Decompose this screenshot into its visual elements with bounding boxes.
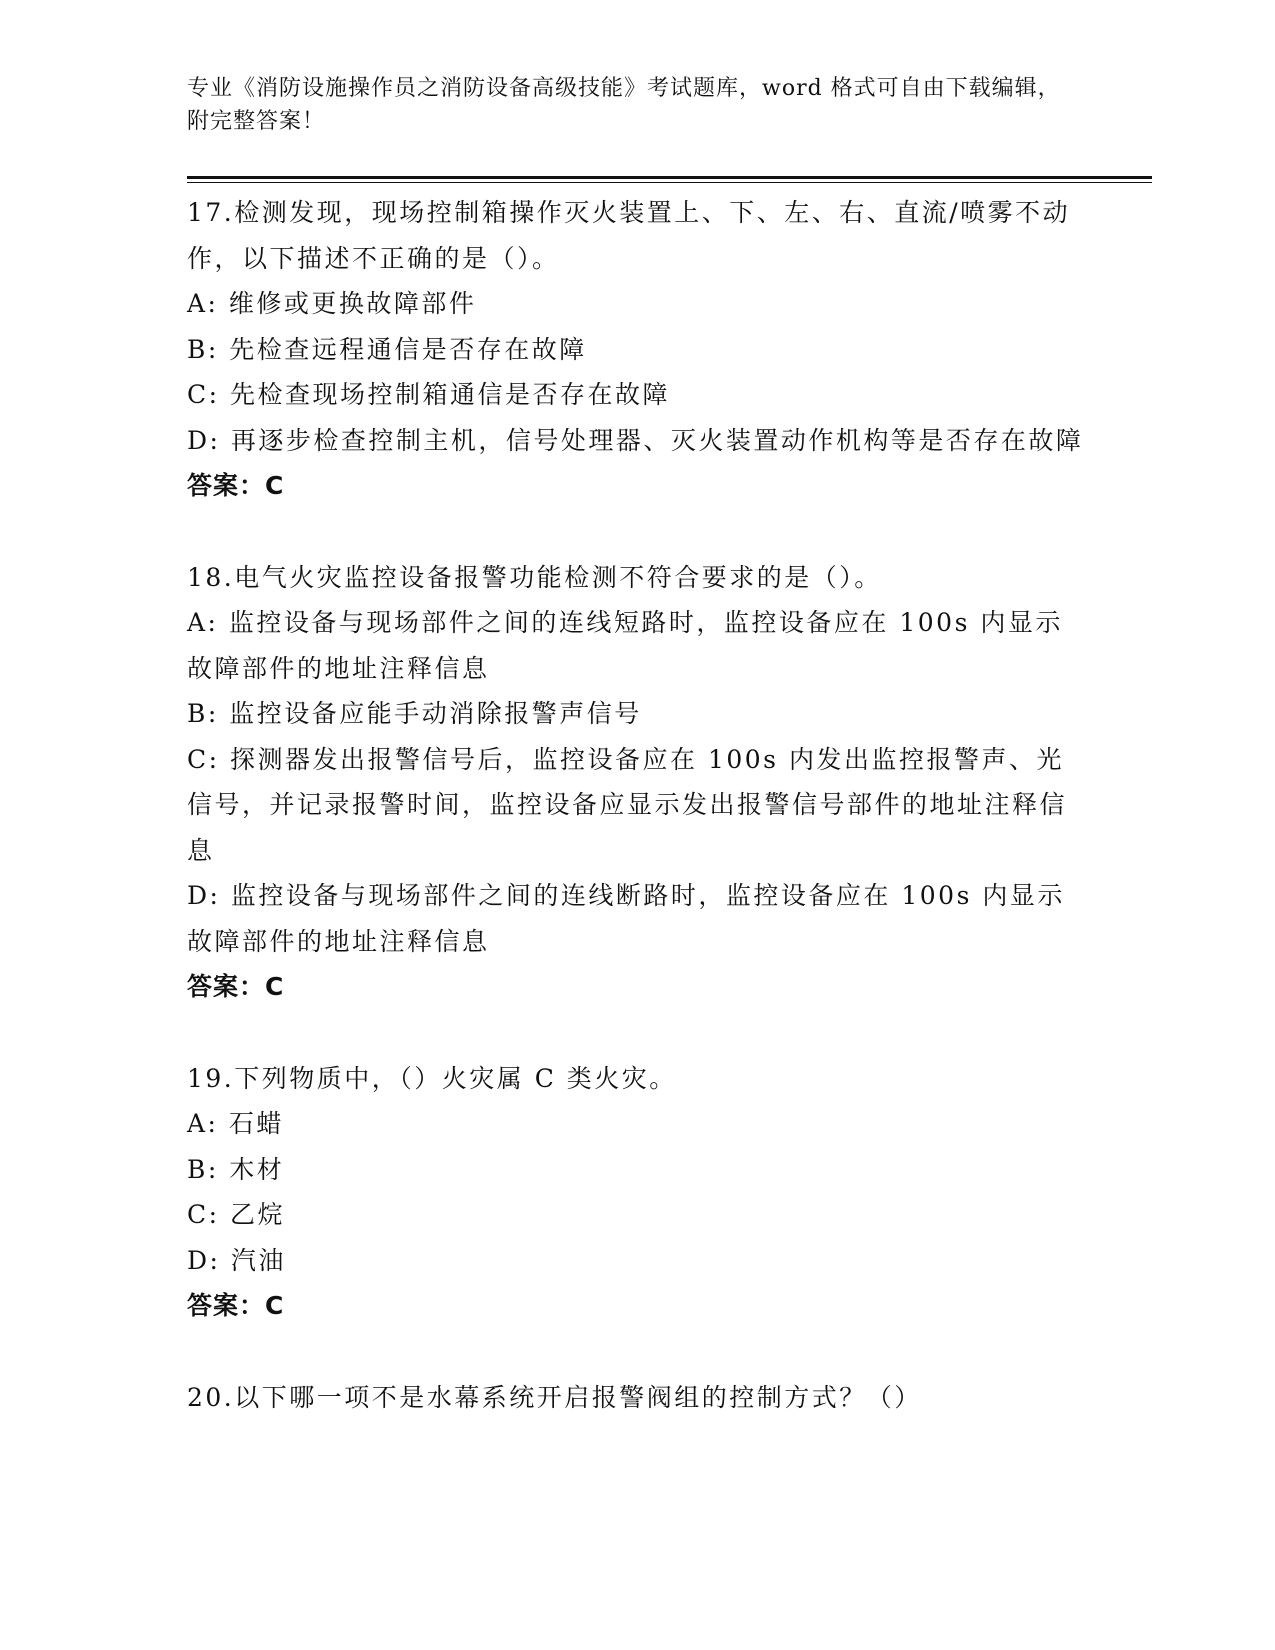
option-c: C: 先检查现场控制箱通信是否存在故障 — [187, 380, 670, 409]
question-stem: 18.电气火灾监控设备报警功能检测不符合要求的是（）。 — [187, 562, 882, 592]
option-d: D: 汽油 — [187, 1245, 286, 1275]
document-header: 专业《消防设施操作员之消防设备高级技能》考试题库，word 格式可自由下载编辑，附完整答案！ — [187, 76, 1061, 134]
question-20 — [187, 1375, 1087, 1421]
option-c: C: 乙烷 — [187, 1200, 285, 1229]
option-a: A: 石蜡 — [187, 1109, 284, 1138]
option-d: D: 监控设备与现场部件之间的连线断路时，监控设备应在 100s 内显示故障部件的地址注释信息 — [187, 881, 1065, 956]
option-c: C: 探测器发出报警信号后，监控设备应在 100s 内发出监控报警声、光信号，并记录报警时间，监控设备应显示发出报警信号部件的地址注释信息 — [187, 744, 1068, 865]
answer-line: 答案：C — [187, 972, 285, 1001]
question-stem: 20.以下哪一项不是水幕系统开启报警阀组的控制方式？（） — [187, 1382, 922, 1412]
option-b: B: 木材 — [187, 1154, 285, 1184]
question-19 — [187, 1056, 1087, 1329]
option-d: D: 再逐步检查控制主机，信号处理器、灭火装置动作机构等是否存在故障 — [187, 425, 1084, 455]
header-divider-thick — [187, 176, 1152, 179]
question-17 — [187, 190, 1087, 509]
question-stem: 19.下列物质中，（）火灾属 C 类火灾。 — [187, 1063, 677, 1093]
question-list — [187, 190, 1087, 1466]
option-a: A: 维修或更换故障部件 — [187, 289, 477, 318]
header-divider-thin — [187, 182, 1152, 183]
question-stem: 17.检测发现，现场控制箱操作灭火装置上、下、左、右、直流/喷雾不动作，以下描述不正确的是（）。 — [187, 198, 1071, 273]
option-b: B: 监控设备应能手动消除报警声信号 — [187, 699, 642, 728]
option-b: B: 先检查远程通信是否存在故障 — [187, 334, 587, 364]
answer-line: 答案：C — [187, 1291, 285, 1320]
option-a: A: 监控设备与现场部件之间的连线短路时，监控设备应在 100s 内显示故障部件的地址注释信息 — [187, 608, 1063, 683]
answer-line: 答案：C — [187, 471, 285, 500]
question-18 — [187, 555, 1087, 1010]
